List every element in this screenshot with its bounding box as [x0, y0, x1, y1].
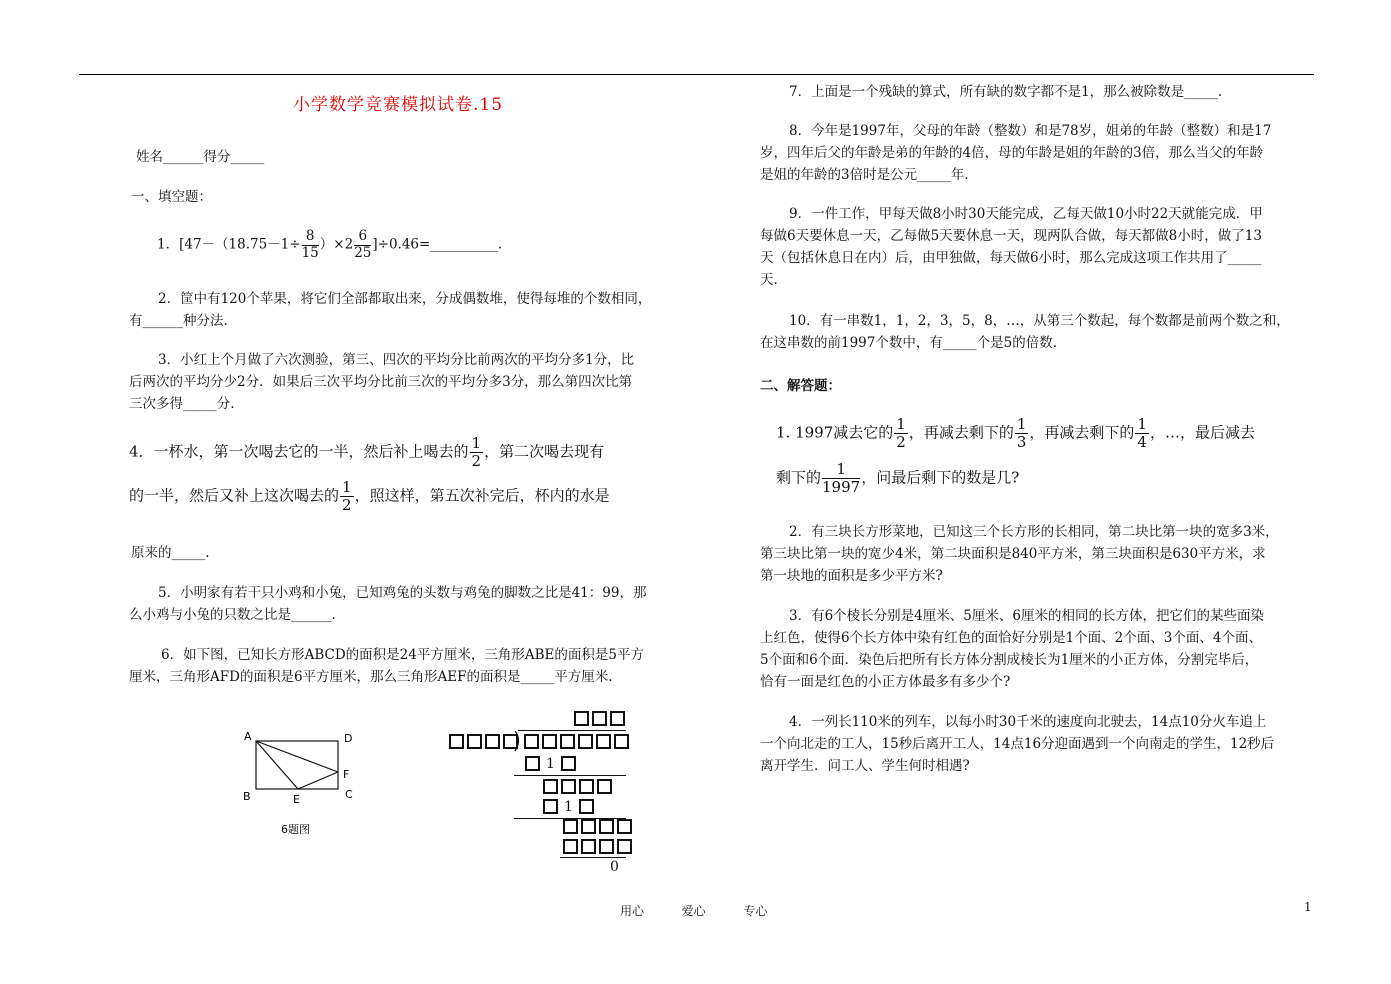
name-score-line: 姓名______得分_____ — [136, 149, 265, 165]
a3-line4: 恰有一面是红色的小正方体最多有多少个? — [760, 674, 1011, 690]
answer-question-1-line1: 1. 1997减去它的 $\frac{1}{2}$ ，再减去剩下的 $\frac{1}{3}$ ，再减去剩下的 $\frac{1}{4}$ ，…，最后减去 — [776, 415, 1255, 451]
q6-line2: 厘米，三角形AFD的面积是6平方厘米，那么三角形AEF的面积是_____平方厘米. — [129, 669, 613, 685]
product-row-3 — [563, 838, 635, 856]
a4-line1: 4．一列长110米的列车，以每小时30千米的速度向北驶去，14点10分火车追上 — [789, 714, 1267, 730]
question-1 — [157, 230, 502, 260]
q10-line2: 在这串数的前1997个数中，有_____个是5的倍数. — [760, 335, 1057, 351]
q1-prefix: 1．[47－（18.75－1÷ — [157, 236, 301, 253]
q1-fraction-2: $\frac{6}{25}$ — [354, 228, 372, 261]
q3-line2: 后两次的平均分少2分．如果后三次平均分比前三次的平均分多3分，那么第四次比第 — [129, 374, 633, 390]
q1-suffix: ]÷0.46=__________. — [372, 236, 503, 253]
answer-question-2 — [760, 521, 1279, 587]
a3-line1: 3．有6个棱长分别是4厘米、5厘米、6厘米的相同的长方体，把它们的某些面染 — [789, 608, 1264, 624]
product-row-1: 1 — [525, 755, 579, 773]
q5-line1: 5．小明家有若干只小鸡和小兔，已知鸡兔的头数与鸡兔的脚数之比是41：99，那 — [158, 585, 647, 601]
q9-line2: 每做6天要休息一天，乙每做5天要休息一天，现两队合做，每天都做8小时，做了13 — [760, 228, 1262, 244]
question-3 — [129, 349, 634, 415]
divisor-row — [449, 733, 521, 751]
q10-line1: 10．有一串数1，1，2，3，5，8，…，从第三个数起，每个数都是前两个数之和， — [789, 313, 1290, 329]
q4-fraction-1: $\frac{1}{2}$ — [471, 434, 482, 470]
q3-line3: 三次多得_____分. — [129, 396, 235, 412]
a4-line2: 一个向北走的工人，15秒后离开工人，14点16分迎面遇到一个向南走的学生，12秒后 — [760, 736, 1275, 752]
q8-line3: 是姐的年龄的3倍时是公元_____年. — [760, 167, 969, 183]
label-a: A — [244, 730, 252, 743]
q6-line1: 6．如下图，已知长方形ABCD的面积是24平方厘米，三角形ABE的面积是5平方 — [161, 647, 644, 663]
a3-line2: 上红色，使得6个长方体中染有红色的面恰好分别是1个面、2个面、3个面、4个面、 — [760, 630, 1262, 646]
figure-6-rectangle-diagram — [235, 725, 365, 840]
q1-fraction-1: $\frac{8}{15}$ — [301, 228, 319, 261]
question-6 — [129, 644, 644, 688]
q4-fraction-2: $\frac{1}{2}$ — [342, 478, 352, 514]
a3-line3: 5个面和6个面．染色后把所有长方体分割成棱长为1厘米的小正方体，分割完毕后， — [760, 652, 1259, 668]
footer-item-3: 专心 — [743, 904, 768, 918]
q2-line1: 2．筐中有120个苹果，将它们全部都取出来，分成偶数堆，使得每堆的个数相同， — [158, 291, 652, 307]
question-9 — [760, 203, 1263, 291]
remainder-row-1 — [543, 778, 615, 796]
footer-item-1: 用心 — [620, 904, 645, 918]
a1-fraction-quarter: $\frac{1}{4}$ — [1137, 415, 1147, 451]
question-4-line3: 原来的_____. — [131, 545, 210, 561]
question-8 — [760, 120, 1271, 186]
product-row-2: 1 — [543, 798, 597, 816]
q8-line1: 8．今年是1997年，父母的年龄（整数）和是78岁，姐弟的年龄（整数）和是17 — [789, 123, 1272, 139]
footer-motto — [620, 902, 767, 919]
q1-mid: ）×2 — [319, 236, 354, 253]
q5-line2: 么小鸡与小兔的只数之比是______. — [129, 607, 336, 623]
page-title: 小学数学竞赛模拟试卷.15 — [293, 95, 504, 115]
final-remainder: 0 — [610, 859, 619, 875]
label-c: C — [345, 788, 353, 801]
a4-line3: 离开学生．问工人、学生何时相遇? — [760, 758, 970, 774]
q9-line4: 天. — [760, 272, 778, 288]
label-e: E — [293, 793, 300, 806]
a2-line2: 第三块比第一块的宽少4米，第二块面积是840平方米，第三块面积是630平方米，求 — [760, 546, 1266, 562]
remainder-row-2 — [563, 818, 635, 836]
page-number: 1 — [1304, 900, 1312, 914]
answer-question-3 — [760, 605, 1264, 693]
quotient-row — [574, 710, 628, 728]
question-10 — [760, 310, 1290, 354]
header-rule — [79, 74, 1314, 75]
dividend-row — [524, 733, 632, 751]
figure-6-caption: 6题图 — [281, 823, 310, 836]
a2-line1: 2．有三块长方形菜地，已知这三个长方形的长相同，第二块比第一块的宽多3米， — [789, 524, 1279, 540]
q9-line1: 9．一件工作，甲每天做8小时30天能完成，乙每天做10小时22天就能完成．甲 — [789, 206, 1263, 222]
label-d: D — [344, 732, 353, 745]
q3-line1: 3．小红上个月做了六次测验，第三、四次的平均分比前两次的平均分多1分，比 — [158, 352, 635, 368]
footer-item-2: 爱心 — [681, 904, 706, 918]
q8-line2: 岁，四年后父的年龄是弟的年龄的4倍，母的年龄是姐的年龄的3倍，那么当父的年龄 — [760, 145, 1264, 161]
a1-fraction-half: $\frac{1}{2}$ — [896, 415, 906, 451]
question-7: 7．上面是一个残缺的算式，所有缺的数字都不是1，那么被除数是_____. — [789, 84, 1223, 100]
a1-fraction-1997: $\frac{1}{1997}$ — [822, 460, 861, 496]
question-4-line2: 的一半，然后又补上这次喝去的 $\frac{1}{2}$ ，照这样，第五次补完后，杯内的水是 — [129, 478, 610, 514]
a2-line3: 第一块地的面积是多少平方米? — [760, 568, 943, 584]
q9-line3: 天（包括休息日在内）后，由甲独做，每天做6小时，那么完成这项工作共用了_____ — [760, 250, 1262, 266]
answer-question-1-line2: 剩下的 $\frac{1}{1997}$ ，问最后剩下的数是几? — [776, 460, 1020, 496]
question-4-line1: 4．一杯水，第一次喝去它的一半，然后补上喝去的 $\frac{1}{2}$ ，第二次喝去现有 — [129, 434, 605, 470]
answer-question-4 — [760, 711, 1274, 777]
question-5 — [129, 582, 646, 626]
label-b: B — [243, 790, 251, 803]
a1-fraction-third: $\frac{1}{3}$ — [1016, 415, 1027, 451]
q2-line2: 有______种分法. — [129, 313, 228, 329]
label-f: F — [343, 768, 350, 781]
section-2-heading: 二、解答题： — [760, 378, 841, 394]
question-2 — [129, 288, 651, 332]
section-1-heading: 一、填空题： — [131, 189, 212, 205]
